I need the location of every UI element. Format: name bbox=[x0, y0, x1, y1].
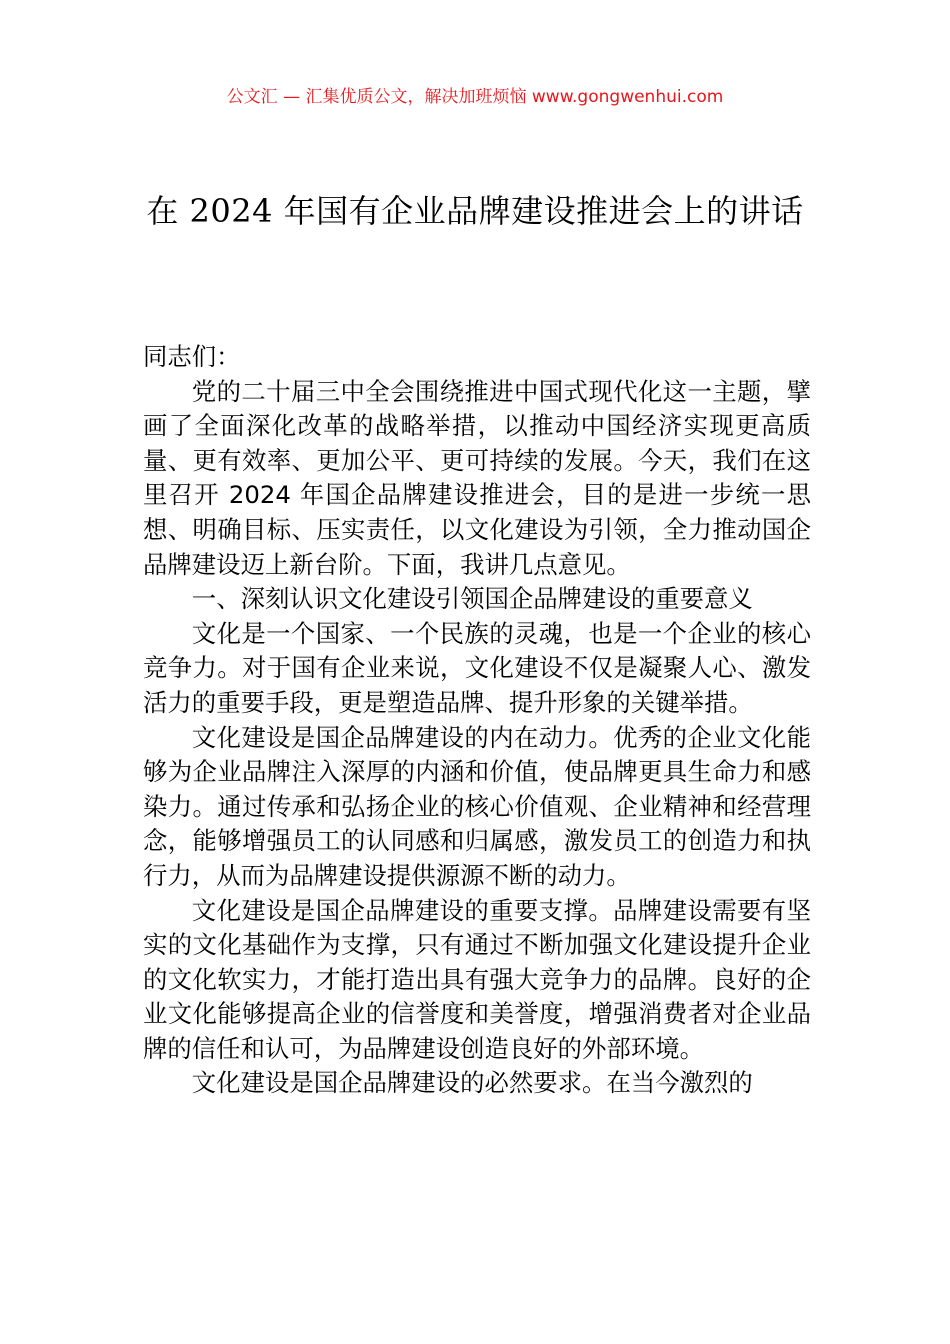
paragraph: 文化是一个国家、一个民族的灵魂，也是一个企业的核心竞争力。对于国有企业来说，文化建设不仅是凝聚人心、激发活力的重要手段，更是塑造品牌、提升形象的关键举措。 bbox=[143, 618, 811, 717]
document-title: 在 2024 年国有企业品牌建设推进会上的讲话 bbox=[146, 192, 804, 230]
section-heading: 一、深刻认识文化建设引领国企品牌建设的重要意义 bbox=[191, 584, 753, 614]
salutation: 同志们： bbox=[143, 342, 241, 371]
paragraph: 文化建设是国企品牌建设的内在动力。优秀的企业文化能够为企业品牌注入深厚的内涵和价值，使品牌更具生命力和感染力。通过传承和弘扬企业的核心价值观、企业精神和经营理念，能够增强员工的认同感和归属感，激发员工的创造力和执行力，从而为品牌建设提供源源不断的动力。 bbox=[143, 722, 811, 890]
paragraph: 文化建设是国企品牌建设的必然要求。在当今激烈的 bbox=[191, 1068, 753, 1098]
paragraph: 文化建设是国企品牌建设的重要支撑。品牌建设需要有坚实的文化基础作为支撑，只有通过不断加强文化建设提升企业的文化软实力，才能打造出具有强大竞争力的品牌。良好的企业文化能够提高企业的信誉度和美誉度，增强消费者对企业品牌的信任和认可，为品牌建设创造良好的外部环境。 bbox=[143, 895, 811, 1063]
paragraph: 党的二十届三中全会围绕推进中国式现代化这一主题，擘画了全面深化改革的战略举措，以推动中国经济实现更高质量、更有效率、更加公平、更可持续的发展。今天，我们在这里召开 2024 年国企品牌建设推进会，目的是进一步统一思想、明确目标、压实责任，以文化建设为引领，全力推动国企品牌建设迈上新台阶。下面，我讲几点意见。 bbox=[143, 376, 811, 579]
document-body bbox=[143, 340, 811, 1101]
header-banner: 公文汇 — 汇集优质公文，解决加班烦恼 www.gongwenhui.com bbox=[226, 87, 724, 107]
